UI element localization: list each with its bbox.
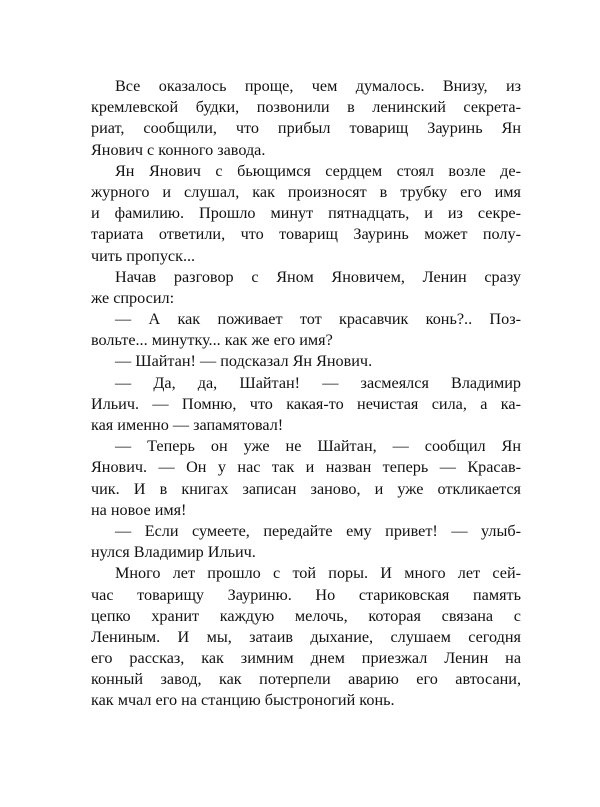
text-line: тариата ответили, что товарищ Зауринь может полу-: [91, 225, 521, 244]
text-line: — Да, да, Шайтан! — засмеялся Владимир: [115, 373, 521, 392]
text-line: чить пропуск...: [91, 246, 196, 265]
text-line: как мчал его на станцию быстроногий конь.: [91, 691, 395, 710]
text-line: — Шайтан! — подсказал Ян Янович.: [115, 352, 373, 371]
text-line: цепко хранит каждую мелочь, которая связана с: [91, 606, 521, 625]
text-line: Все оказалось проще, чем думалось. Внизу, из: [115, 77, 521, 95]
text-line: Начав разговор с Яном Яновичем, Ленин сразу: [115, 267, 521, 286]
text-line: — Если сумеете, передайте ему привет! — улыб-: [115, 521, 521, 540]
text-line: чик. И в книгах записан заново, и уже откликается: [91, 479, 521, 498]
text-line: конный завод, как потерпели аварию его автосани,: [91, 670, 521, 689]
document-text-block: [91, 76, 521, 712]
text-line: кая именно — запамятовал!: [91, 416, 284, 434]
text-line: Много лет прошло с той поры. И много лет сей-: [115, 564, 521, 583]
text-line: на новое имя!: [91, 500, 187, 519]
text-line: — А как поживает тот красавчик конь?.. Поз-: [115, 310, 521, 329]
text-line: журного и слушал, как произносят в трубку его имя: [91, 182, 521, 201]
text-line: и фамилию. Прошло минут пятнадцать, и из секре-: [91, 204, 521, 223]
text-line: же спросил:: [91, 288, 175, 307]
text-line: — Теперь он уже не Шайтан, — сообщил Ян: [115, 437, 521, 456]
text-line: Янович с конного завода.: [91, 140, 266, 159]
text-line: нулся Владимир Ильич.: [91, 543, 256, 562]
text-line: риат, сообщили, что прибыл товарищ Зауринь Ян: [91, 119, 521, 138]
text-line: Лениным. И мы, затаив дыхание, слушаем сегодня: [91, 627, 521, 646]
text-line: его рассказ, как зимним днем приезжал Ленин на: [91, 649, 521, 668]
text-line: час товарищу Зауриню. Но стариковская память: [91, 585, 521, 604]
text-line: Ян Янович с бьющимся сердцем стоял возле де-: [115, 161, 521, 180]
text-line: Ильич. — Помню, что какая-то нечистая сила, а ка-: [91, 394, 521, 413]
text-line: Янович. — Он у нас так и назван теперь — Красав-: [91, 458, 521, 477]
text-line: вольте... минутку... как же его имя?: [91, 331, 333, 350]
text-line: кремлевской будки, позвонили в ленинский секрета-: [91, 98, 521, 117]
